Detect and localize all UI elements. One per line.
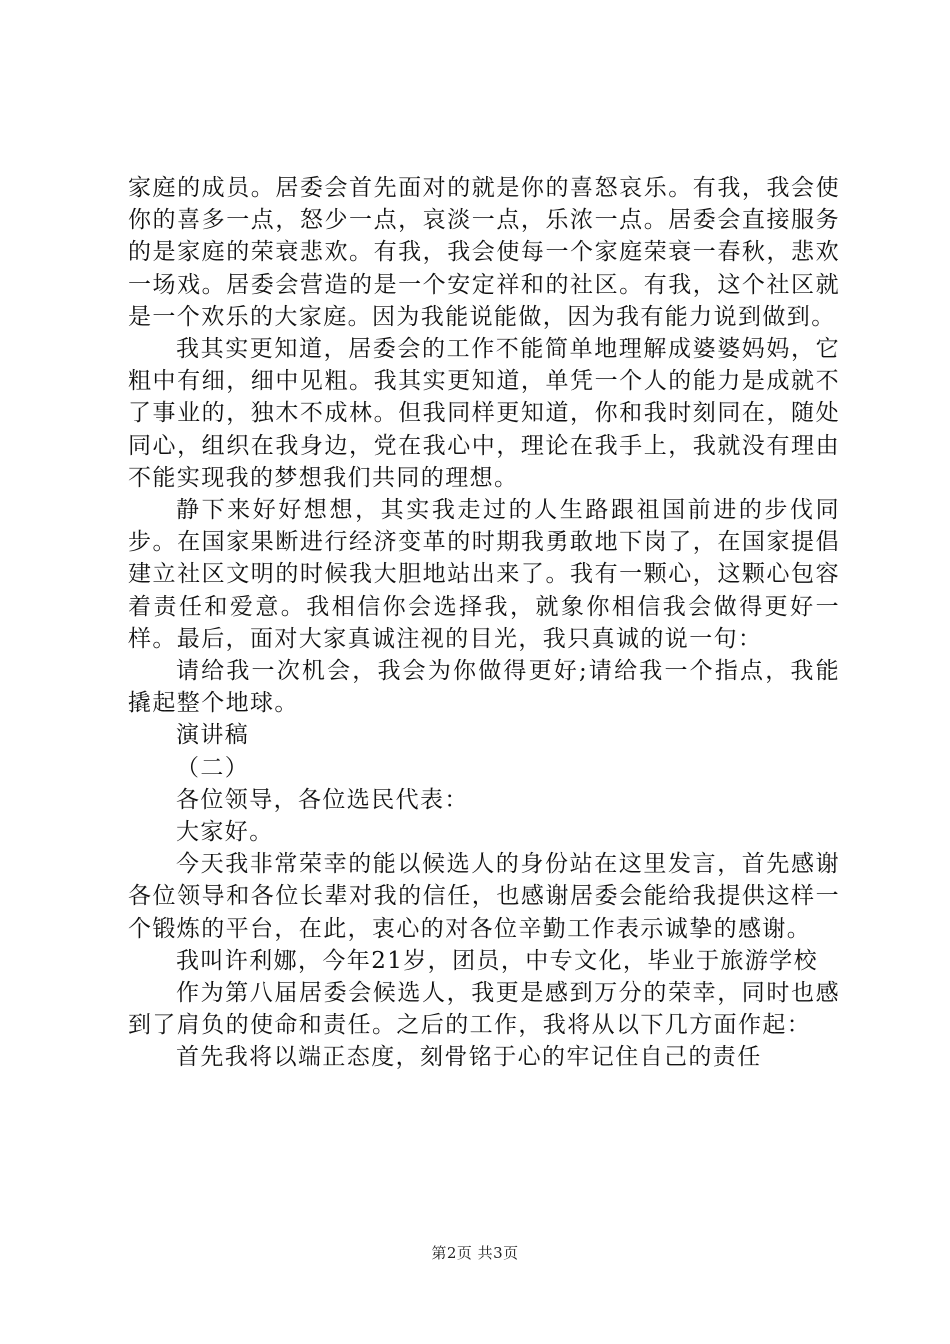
page-number-footer: 第2页 共3页 [431, 1244, 519, 1262]
paragraph: 作为第八届居委会候选人，我更是感到万分的荣幸，同时也感到了肩负的使命和责任。之后的工作，我将从以下几方面作起： [128, 980, 840, 1039]
paragraph: 家庭的成员。居委会首先面对的就是你的喜怒哀乐。有我，我会使你的喜多一点，怒少一点，哀淡一点，乐浓一点。居委会直接服务的是家庭的荣衰悲欢。有我，我会使每一个家庭荣衰一春秋，悲欢一场戏。居委会营造的是一个安定祥和的社区。有我，这个社区就是一个欢乐的大家庭。因为我能说能做，因为我有能力说到做到。 [128, 175, 840, 330]
greeting: 大家好。 [176, 819, 274, 846]
section-number: （二） [176, 754, 250, 781]
paragraph: 静下来好好想想，其实我走过的人生路跟祖国前进的步伐同步。在国家果断进行经济变革的时期我勇敢地下岗了，在国家提倡建立社区文明的时候我大胆地站出来了。我有一颗心，这颗心包容着责任和爱意。我相信你会选择我，就象你相信我会做得更好一样。最后，面对大家真诚注视的目光，我只真诚的说一句： [128, 497, 840, 652]
paragraph: 请给我一次机会，我会为你做得更好;请给我一个指点，我能撬起整个地球。 [128, 658, 840, 717]
paragraph: 我叫许利娜，今年21岁，团员，中专文化，毕业于旅游学校 [176, 947, 819, 974]
paragraph: 今天我非常荣幸的能以候选人的身份站在这里发言，首先感谢各位领导和各位长辈对我的信任，也感谢居委会能给我提供这样一个锻炼的平台，在此，衷心的对各位辛勤工作表示诚挚的感谢。 [128, 851, 840, 942]
paragraph: 首先我将以端正态度，刻骨铭于心的牢记住自己的责任 [176, 1044, 762, 1071]
salutation: 各位领导，各位选民代表： [176, 786, 469, 813]
paragraph: 我其实更知道，居委会的工作不能简单地理解成婆婆妈妈，它粗中有细，细中见粗。我其实更知道，单凭一个人的能力是成就不了事业的，独木不成林。但我同样更知道，你和我时刻同在，随处同心，组织在我身边，党在我心中，理论在我手上，我就没有理由不能实现我的梦想我们共同的理想。 [128, 336, 840, 491]
section-heading: 演讲稿 [176, 722, 250, 749]
document-body [128, 172, 840, 1074]
